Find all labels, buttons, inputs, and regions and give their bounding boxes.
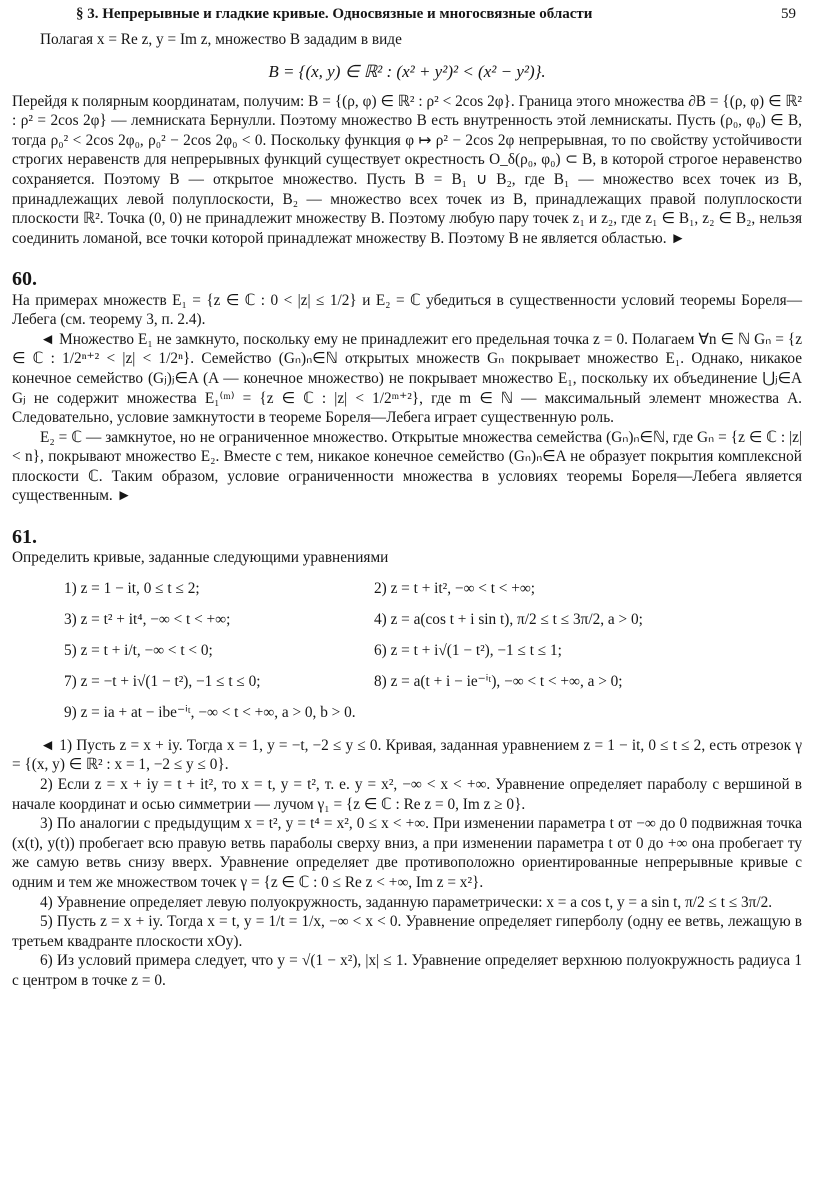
equation-item: 3) z = t² + it⁴, −∞ < t < +∞;	[64, 610, 231, 628]
problem-61-text: Определить кривые, заданные следующими уравнениями	[12, 549, 389, 567]
problem-61-solution-item: 4) Уравнение определяет левую полуокружность, заданную параметрически: x = a cos t, y = a sin t, π/2 ≤ t ≤ 3π/2.	[40, 893, 773, 911]
section-title: § 3. Непрерывные и гладкие кривые. Односвязные и многосвязные области	[76, 6, 593, 22]
problem-61-solution-item: ◄ 1) Пусть z = x + iy. Тогда x = 1, y = −t, −2 ≤ y ≤ 0. Кривая, заданная уравнением z = 1 − it, 0 ≤ t ≤ 2, есть отрезок γ = {(x, y) ∈ ℝ² : x = 1, −2 ≤ y ≤ 0}.	[12, 736, 802, 774]
problem-60-solution-1: ◄ Множество E₁ не замкнуто, поскольку ему не принадлежит его предельная точка z = 0. Полагаем ∀n ∈ ℕ Gₙ = {z ∈ ℂ : 1/2ⁿ⁺² < |z| < 1/2ⁿ}. Семейство (Gₙ)ₙ∈ℕ открытых множеств Gₙ покрывает множество E₁. Однако, никакое конечное семейство (Gⱼ)ⱼ∈A (A — конечное множество) не покрывает множество E₁, поскольку их объединение ⋃ⱼ∈A Gⱼ не содержит множества E₁⁽ᵐ⁾ = {z ∈ ℂ : |z| < 1/2ᵐ⁺²}, где m ∈ ℕ — максимальный элемент множества A. Следовательно, условие замкнутости в теореме Бореля—Лебега играет существенную роль.	[12, 330, 802, 427]
problem-60-text: На примерах множеств E₁ = {z ∈ ℂ : 0 < |z| ≤ 1/2} и E₂ = ℂ убедиться в существенности условий теоремы Бореля—Лебега (см. теорему 3, п. 2.4).	[12, 291, 802, 329]
problem-61-statement	[12, 508, 802, 568]
problem-61-solution-item: 6) Из условий примера следует, что y = √(1 − x²), |x| ≤ 1. Уравнение определяет верхнюю полуокружность радиуса 1 с центром в точке z = 0.	[12, 952, 802, 989]
equation-item: 2) z = t + it², −∞ < t < +∞;	[374, 579, 536, 597]
problem-61-solution-item: 3) По аналогии с предыдущим x = t², y = t⁴ = x², 0 ≤ x < +∞. При изменении параметра t от −∞ до 0 подвижная точка (x(t), y(t)) пробегает всю правую ветвь параболы сверху вниз, а при изменении параметра t от 0 до +∞ она пробегает ту же самую ветвь снизу вверх. Уравнение определяет две противоположно ориентированные непрерывные кривые с одним и тем же множеством точек γ = {z ∈ ℂ : 0 ≤ Re z < +∞, Im z = x²}.	[12, 815, 802, 891]
problem-61-number: 61.	[12, 525, 37, 548]
page-number: 59	[781, 6, 796, 22]
problem-61-solution-item: 2) Если z = x + iy = t + it², то x = t, y = t², т. е. y = x², −∞ < x < +∞. Уравнение определяет параболу с вершиной в начале координат и осью симметрии — лучом γ₁ = {z ∈ ℂ : Re z = 0, Im z ≥ 0}.	[12, 776, 802, 813]
problem-60-number: 60.	[12, 267, 37, 290]
equation-item: 7) z = −t + i√(1 − t²), −1 ≤ t ≤ 0;	[64, 672, 261, 690]
equation-list	[64, 576, 802, 726]
problem-60-solution-2: E₂ = ℂ — замкнутое, но не ограниченное множество. Открытые множества семейства (Gₙ)ₙ∈ℕ, где Gₙ = {z ∈ ℂ : |z| < n}, покрывают множество E₂. Вместе с тем, никакое конечное семейство (Gₙ)ₙ∈A не образует покрытия комплексной плоскости ℂ. Таким образом, условие ограниченности множества в условиях теоремы Бореля—Лебега является существенным. ►	[12, 428, 802, 505]
running-header	[12, 6, 802, 28]
equation-item: 9) z = ia + at − ibe⁻ⁱᵗ, −∞ < t < +∞, a > 0, b > 0.	[64, 703, 356, 721]
equation-item: 8) z = a(t + i − ie⁻ⁱᵗ), −∞ < t < +∞, a > 0;	[374, 672, 623, 690]
equation-item: 4) z = a(cos t + i sin t), π/2 ≤ t ≤ 3π/2, a > 0;	[374, 610, 643, 628]
equation-item: 1) z = 1 − it, 0 ≤ t ≤ 2;	[64, 579, 200, 597]
paragraph-polar: Перейдя к полярным координатам, получим: B = {(ρ, φ) ∈ ℝ² : ρ² < 2cos 2φ}. Граница этого множества ∂B = {(ρ, φ) ∈ ℝ² : ρ² = 2cos 2φ} — лемниската Бернулли. Поэтому множество B есть внутренность этой лемнискаты. Пусть (ρ₀, φ₀) ∈ B, тогда ρ₀² < 2cos 2φ₀, ρ₀² − 2cos 2φ₀ < 0. Поскольку функция φ ↦ ρ² − 2cos 2φ непрерывная, то по свойству устойчивости строгих неравенств для непрерывных функций существует окрестность O_δ(ρ₀, φ₀) ⊂ B, в которой строгое неравенство сохраняется. Поэтому B — открытое множество. Пусть B = B₁ ∪ B₂, где B₁ — множество всех точек из B, принадлежащих левой полуплоскости, B₂ — множество всех точек из B, принадлежащих правой полуплоскости плоскости ℝ². Точка (0, 0) не принадлежит множеству B. Поэтому любую пару точек z₁ и z₂, где z₁ ∈ B₁, z₂ ∈ B₂, нельзя соединить ломаной, все точки которой принадлежат множеству B. Поэтому B не является областью. ►	[12, 92, 802, 247]
problem-61-solution-item: 5) Пусть z = x + iy. Тогда x = t, y = 1/t = 1/x, −∞ < x < 0. Уравнение определяет гиперболу (одну ее ветвь, лежащую в третьем квадранте плоскости xOy).	[12, 913, 802, 950]
set-b-formula: B = {(x, y) ∈ ℝ² : (x² + y²)² < (x² − y²)}.	[268, 61, 546, 81]
intro-line: Полагая x = Re z, y = Im z, множество B зададим в виде	[40, 31, 402, 48]
problem-60-statement	[12, 250, 802, 329]
equation-item: 6) z = t + i√(1 − t²), −1 ≤ t ≤ 1;	[374, 641, 562, 659]
equation-item: 5) z = t + i/t, −∞ < t < 0;	[64, 641, 213, 659]
